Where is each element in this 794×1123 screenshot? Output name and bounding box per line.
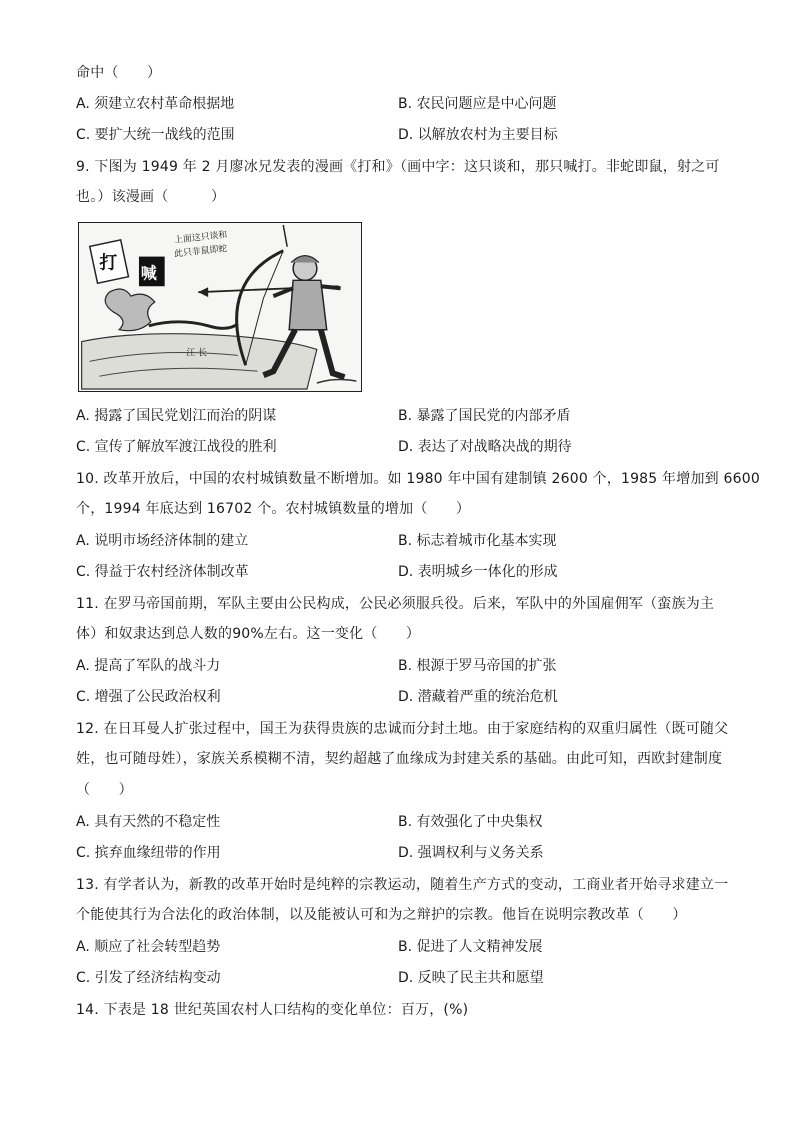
q8-option-c: C. 要扩大统一战线的范围	[76, 127, 235, 143]
cartoon-illustration	[78, 222, 362, 392]
q13-stem: 13. 有学者认为，新教的改革开始时是纯粹的宗教运动，随着生产方式的变动，工商业者开始寻求建立一	[76, 877, 729, 893]
q11-stem-cont: 体）和奴隶达到总人数的90%左右。这一变化（ ）	[76, 626, 421, 642]
q10-stem-cont: 个，1994 年底达到 16702 个。农村城镇数量的增加（ ）	[76, 501, 471, 517]
q12-stem-cont-2: （ ）	[76, 782, 133, 798]
q13-option-d: D. 反映了民主共和愿望	[398, 970, 544, 986]
q14-stem: 14. 下表是 18 世纪英国农村人口结构的变化单位：百万，(%)	[76, 1002, 469, 1018]
sign-text-2: 喊	[140, 263, 157, 283]
q12-stem-cont: 姓，也可随母姓），家族关系模糊不清，契约超越了血缘成为封建关系的基础。由此可知，西欧封建制度	[76, 751, 723, 767]
q12-option-b: B. 有效强化了中央集权	[398, 814, 543, 830]
q11-option-c: C. 增强了公民政治权利	[76, 689, 221, 705]
q11-stem: 11. 在罗马帝国前期，军队主要由公民构成，公民必须服兵役。后来，军队中的外国雇佣军（蛮族为主	[76, 596, 715, 612]
q9-option-b: B. 暴露了国民党的内部矛盾	[398, 408, 571, 424]
q13-stem-cont: 个能使其行为合法化的政治体制，以及能被认可和为之辩护的宗教。他旨在说明宗教改革（ ）	[76, 907, 687, 923]
q12-option-c: C. 摈弃血缘纽带的作用	[76, 845, 221, 861]
q10-option-c: C. 得益于农村经济体制改革	[76, 564, 249, 580]
q13-option-b: B. 促进了人文精神发展	[398, 939, 543, 955]
q8-option-b: B. 农民问题应是中心问题	[398, 96, 557, 112]
q12-stem: 12. 在日耳曼人扩张过程中，国王为获得贵族的忠诚而分封土地。由于家庭结构的双重归属性（既可随父	[76, 721, 729, 737]
q11-option-a: A. 提高了军队的战斗力	[76, 658, 221, 674]
q12-option-d: D. 强调权利与义务关系	[398, 845, 544, 861]
sign-text-1: 打	[99, 252, 118, 274]
cartoon-caption-1: 上面这只谈和	[173, 230, 228, 246]
q10-option-a: A. 说明市场经济体制的建立	[76, 533, 249, 549]
cartoon-caption-2: 此只非鼠即蛇	[173, 244, 228, 260]
q12-option-a: A. 具有天然的不稳定性	[76, 814, 221, 830]
q8-option-d: D. 以解放农村为主要目标	[398, 127, 558, 143]
q13-option-a: A. 顺应了社会转型趋势	[76, 939, 221, 955]
q8-stem-tail: 命中（ ）	[76, 65, 162, 81]
q11-option-b: B. 根源于罗马帝国的扩张	[398, 658, 557, 674]
q10-stem: 10. 改革开放后，中国的农村城镇数量不断增加。如 1980 年中国有建制镇 2600 个，1985 年增加到 6600	[76, 471, 760, 487]
q10-option-d: D. 表明城乡一体化的形成	[398, 564, 558, 580]
q9-stem-cont: 也。）该漫画（ ）	[76, 189, 226, 205]
q9-option-c: C. 宣传了解放军渡江战役的胜利	[76, 439, 277, 455]
q9-option-d: D. 表达了对战略决战的期待	[398, 439, 572, 455]
q8-option-a: A. 须建立农村革命根据地	[76, 96, 235, 112]
q13-option-c: C. 引发了经济结构变动	[76, 970, 221, 986]
q11-option-d: D. 潜藏着严重的统治危机	[398, 689, 558, 705]
q9-stem: 9. 下图为 1949 年 2 月廖冰兄发表的漫画《打和》（画中字：这只谈和，那只喊打。非蛇即鼠，射之可	[76, 159, 720, 175]
q9-option-a: A. 揭露了国民党划江而治的阴谋	[76, 408, 277, 424]
river-label: 江 长	[186, 348, 207, 359]
q10-option-b: B. 标志着城市化基本实现	[398, 533, 557, 549]
